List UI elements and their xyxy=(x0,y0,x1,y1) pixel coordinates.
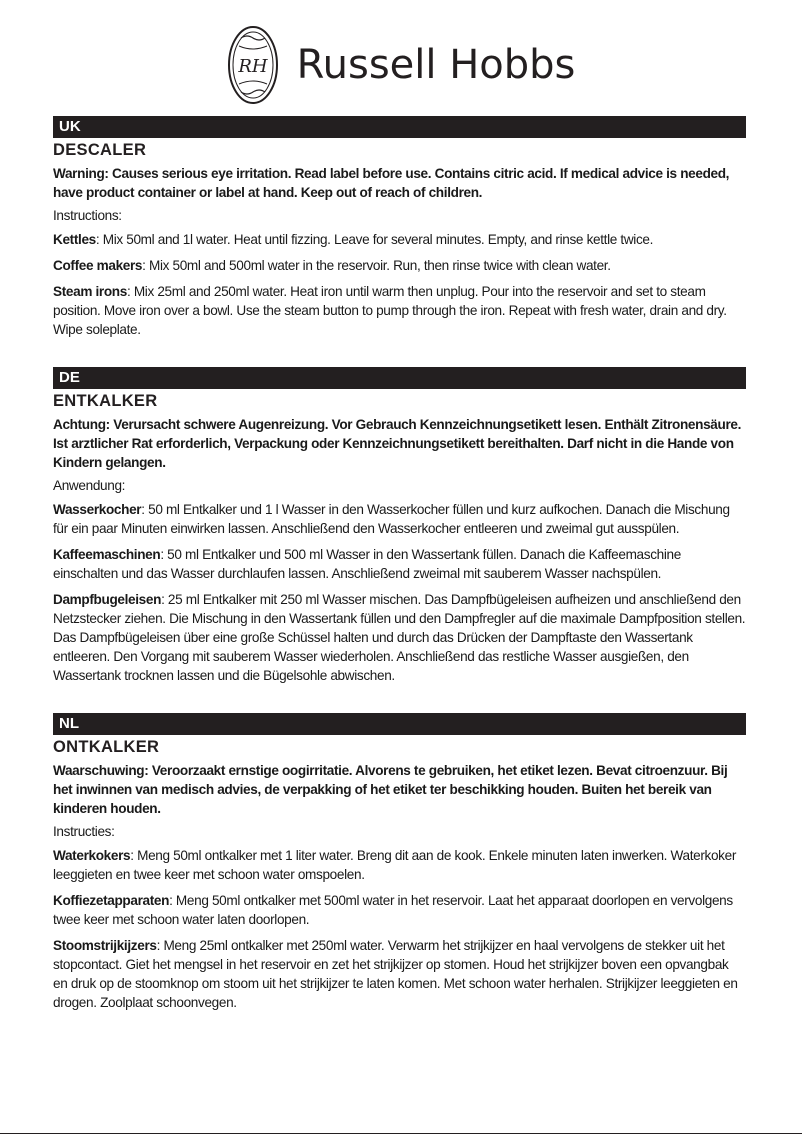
instruction-item xyxy=(53,500,746,538)
warning-text: Warning: Causes serious eye irritation. Read label before use. Contains citric acid. If medical advice is needed, have product container or label at hand. Keep out of reach of children. xyxy=(53,166,730,200)
footer-divider xyxy=(0,1133,802,1134)
instruction-item xyxy=(53,891,746,929)
item-text: : 25 ml Entkalker mit 250 ml Wasser mischen. Das Dampfbügeleisen aufheizen und anschließend den Netzstecker ziehen. Die Mischung in den Wassertank füllen und den Dampfregler auf die maximale Dampfposition stellen. Das Dampfbügeleisen über eine große Schüssel halten und durch das Drücken der Dampftaste den Wassertank entleeren. Den Vorgang mit sauberem Wasser wiederholen. Anschließend das restliche Wasser ausgießen, den Wassertank trocknen lassen und die Bügelsohle abwischen. xyxy=(53,592,746,683)
document-body xyxy=(53,116,746,1040)
instruction-item xyxy=(53,230,746,249)
language-bar: NL xyxy=(53,713,746,735)
brand-seal-logo xyxy=(227,24,279,106)
item-label: Wasserkocher xyxy=(53,502,142,517)
item-text: : Mix 50ml and 1l water. Heat until fizzing. Leave for several minutes. Empty, and rinse kettle twice. xyxy=(95,232,654,247)
instruction-item xyxy=(53,846,746,884)
item-label: Stoomstrijkijzers xyxy=(53,938,157,953)
instruction-item xyxy=(53,545,746,583)
section-title: ENTKALKER xyxy=(53,392,158,410)
language-bar: DE xyxy=(53,367,746,389)
section-de xyxy=(53,367,746,685)
item-text: : Mix 25ml and 250ml water. Heat iron until warm then unplug. Pour into the reservoir and set to steam position. Move iron over a bowl. Use the steam button to pump through the iron. Repeat with fresh water, drain and dry. Wipe soleplate. xyxy=(53,284,727,337)
instructions-label: Instructies: xyxy=(53,824,115,839)
item-text: : Mix 50ml and 500ml water in the reservoir. Run, then rinse twice with clean water. xyxy=(142,258,611,273)
warning-text: Waarschuwing: Veroorzaakt ernstige oogirritatie. Alvorens te gebruiken, het etiket lezen. Bevat citroenzuur. Bij het inwinnen van medisch advies, de verpakking of het etiket ter beschikking houden. Buiten het bereik van kinderen houden. xyxy=(53,763,728,816)
section-title: DESCALER xyxy=(53,141,147,159)
item-label: Waterkokers xyxy=(53,848,131,863)
brand-header xyxy=(0,22,802,108)
item-label: Kaffeemaschinen xyxy=(53,547,161,562)
item-text: : 50 ml Entkalker und 500 ml Wasser in den Wassertank füllen. Danach die Kaffeemaschine einschalten und das Wasser durchlaufen lassen. Anschließend zweimal mit sauberem Wasser nachspülen. xyxy=(53,547,681,581)
instruction-item xyxy=(53,282,746,339)
item-text: : Meng 50ml ontkalker met 1 liter water. Breng dit aan de kook. Enkele minuten laten inwerken. Waterkoker leeggieten en twee keer met schoon water omspoelen. xyxy=(53,848,736,882)
warning-text: Achtung: Verursacht schwere Augenreizung. Vor Gebrauch Kennzeichnungsetikett lesen. Enthält Zitronensäure. Ist arztlicher Rat erforderlich, Verpackung oder Kennzeichnungsetikett bereithalten. Darf nicht in die Hande von Kindern gelangen. xyxy=(53,417,742,470)
item-text: : 50 ml Entkalker und 1 l Wasser in den Wasserkocher füllen und kurz aufkochen. Danach die Mischung für ein paar Minuten einwirken lassen. Anschließend den Wasserkocher entleeren und zweimal gut ausspülen. xyxy=(53,502,730,536)
language-bar: UK xyxy=(53,116,746,138)
instruction-item xyxy=(53,256,746,275)
instructions-label: Instructions: xyxy=(53,208,122,223)
item-text: : Meng 50ml ontkalker met 500ml water in het reservoir. Laat het apparaat doorlopen en vervolgens twee keer met schoon water laten doorlopen. xyxy=(53,893,733,927)
item-text: : Meng 25ml ontkalker met 250ml water. Verwarm het strijkijzer en haal vervolgens de stekker uit het stopcontact. Giet het mengsel in het reservoir en zet het strijkijzer op stomen. Houd het strijkijzer boven een opvangbak en druk op de stoomknop om stoom uit het strijkijzer te laten komen. Met schoon water herhalen. Strijkijzer leeggieten en drogen. Zoolplaat schoonvegen. xyxy=(53,938,738,1010)
item-label: Steam irons xyxy=(53,284,127,299)
instructions-label: Anwendung: xyxy=(53,478,126,493)
brand-name: Russell Hobbs xyxy=(296,42,576,88)
svg-text:RH: RH xyxy=(238,56,268,77)
item-label: Dampfbugeleisen xyxy=(53,592,162,607)
instruction-item xyxy=(53,936,746,1012)
section-nl xyxy=(53,713,746,1012)
section-uk xyxy=(53,116,746,339)
item-label: Kettles xyxy=(53,232,96,247)
instruction-item xyxy=(53,590,746,685)
section-title: ONTKALKER xyxy=(53,738,160,756)
item-label: Coffee makers xyxy=(53,258,143,273)
item-label: Koffiezetapparaten xyxy=(53,893,170,908)
brand-seal-icon xyxy=(227,24,279,106)
